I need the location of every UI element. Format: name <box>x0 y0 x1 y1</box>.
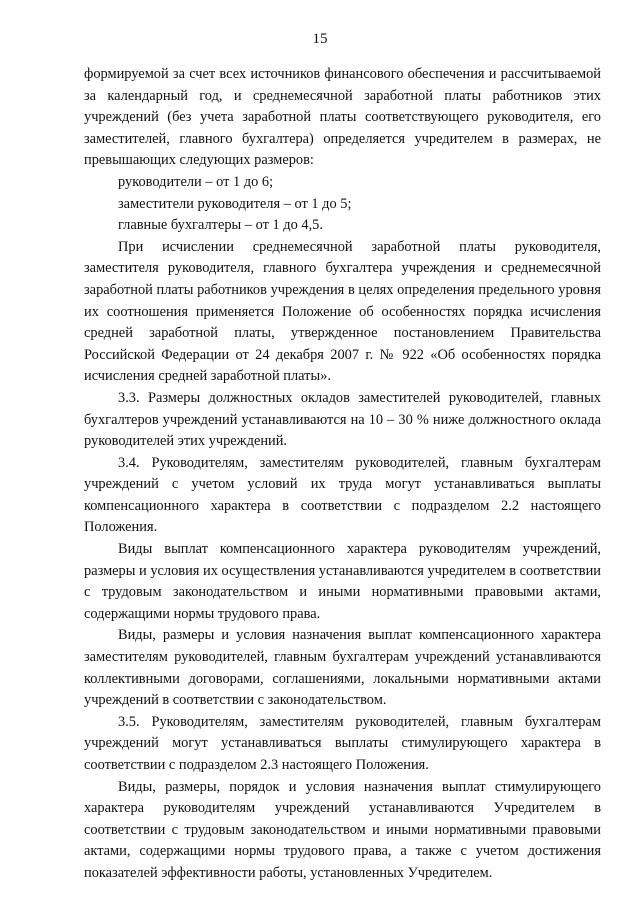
paragraph-compensation-deputies: Виды, размеры и условия назначения выплат компенсационного характера заместителям руководителей, главным бухгалтерам учреждений устанавливаются коллективными договорами, соглашениями, локальными нормативными актами учреждений в соответствии с законодательством. <box>84 627 601 709</box>
list-item-heads: руководители – от 1 до 6; <box>118 173 274 190</box>
paragraph-clause-3-4: 3.4. Руководителям, заместителям руководителей, главным бухгалтерам учреждений с учетом условий их труда могут устанавливаться выплаты компенсационного характера в соответствии с подразделом 2.2 настоящего Положения. <box>84 454 601 536</box>
paragraph-continuation: формируемой за счет всех источников финансового обеспечения и рассчитываемой за календарный год, и среднемесячной заработной платы работников этих учреждений (без учета заработной платы соответствующего руководителя, его заместителей, главного бухгалтера) определяется учредителем в размерах, не превышающих следующих размеров: <box>84 66 601 169</box>
paragraph-clause-3-3: 3.3. Размеры должностных окладов заместителей руководителей, главных бухгалтеров учреждений устанавливаются на 10 – 30 % ниже должностного оклада руководителей этих учреждений. <box>84 389 601 450</box>
paragraph-compensation-heads: Виды выплат компенсационного характера руководителям учреждений, размеры и условия их осуществления устанавливаются учредителем в соответствии с трудовым законодательством и иными нормативными правовыми актами, содержащими нормы трудового права. <box>84 541 601 622</box>
document-body <box>84 64 601 885</box>
page-number: 15 <box>312 31 328 47</box>
paragraph-clause-3-5: 3.5. Руководителям, заместителям руководителей, главным бухгалтерам учреждений могут устанавливаться выплаты стимулирующего характера в соответствии с подразделом 2.3 настоящего Положения. <box>84 713 601 773</box>
paragraph-incentive-heads: Виды, размеры, порядок и условия назначения выплат стимулирующего характера руководителям учреждений устанавливаются Учредителем в соответствии с трудовым законодательством и иными нормативными правовыми актами, содержащими нормы трудового права, а также с учетом достижения показателей эффективности работы, установленных Учредителем. <box>84 778 601 881</box>
paragraph-salary-calculation: При исчислении среднемесячной заработной платы руководителя, заместителя руководителя, главного бухгалтера учреждения и среднемесячной заработной платы работников учреждения в целях определения предельного уровня их соотношения применяется Положение об особенностях порядка исчисления средней заработной платы, утвержденное постановлением Правительства Российской Федерации от 24 декабря 2007 г. № 922 «Об особенностях порядка исчисления средней заработной платы». <box>84 238 601 385</box>
list-item-deputies: заместители руководителя – от 1 до 5; <box>118 195 352 212</box>
list-item-chief-accountants: главные бухгалтеры – от 1 до 4,5. <box>118 217 323 234</box>
